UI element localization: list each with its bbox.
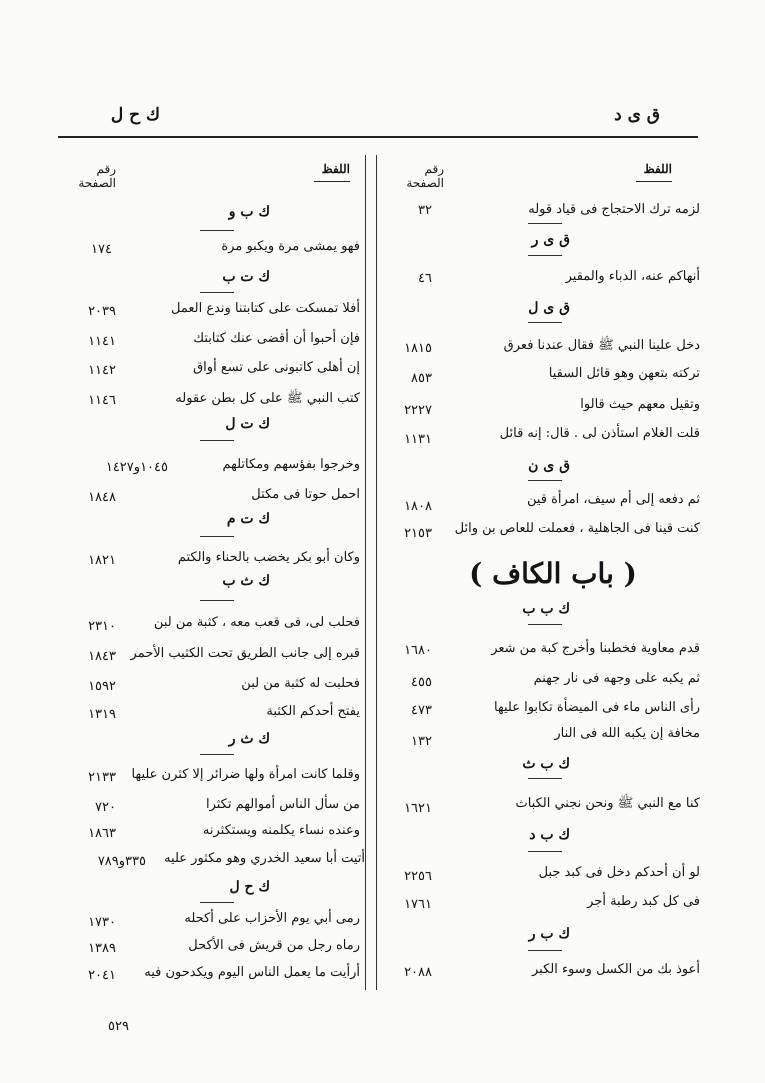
entry-text: لو أن أحدكم دخل فى كبد جبل: [538, 865, 700, 880]
entry-page: ٢٠٤١: [88, 968, 116, 983]
entry-text: ثم دفعه إلى أم سيف، امرأة قين: [526, 492, 700, 507]
separator: [200, 230, 234, 231]
root-heading: ك ت ب: [222, 269, 270, 285]
chapter-title-kaf: ( باب الكاف ): [469, 557, 637, 590]
entry-text: قلت الغلام استأذن لى . قال: إنه قائل: [499, 426, 700, 441]
entry-text: مخافة إن يكبه الله فى النار: [554, 726, 700, 741]
entry-text: قبره إلى جانب الطريق تحت الكثيب الأحمر: [130, 646, 360, 661]
entry-page: ١١٤٦: [88, 393, 116, 408]
entry-text: كنا مع النبي ﷺ ونحن نجني الكباث: [515, 796, 700, 811]
entry-text: لزمه ترك الاحتجاج فى قياد قوله: [528, 202, 700, 217]
left-word-heading: اللفظ: [321, 162, 350, 176]
entry-page: ١٣٢: [411, 734, 432, 749]
entry-text: وخرجوا بفؤسهم ومكاتلهم: [222, 457, 360, 472]
right-word-heading: اللفظ: [643, 162, 672, 176]
separator: [200, 902, 234, 903]
separator: [528, 778, 562, 779]
entry-text: أفلا تمسكت على كتابتنا وندع العمل: [171, 301, 360, 316]
entry-text: رأى الناس ماء فى الميضأة تكابوا عليها: [494, 700, 700, 715]
entry-page: ١٨٠٨: [404, 499, 432, 514]
entry-text: وعنده نساء يكلمنه ويستكثرنه: [202, 823, 360, 838]
separator: [200, 600, 234, 601]
entry-page: ١٦٨٠: [404, 643, 432, 658]
entry-text: فهو يمشى مرة ويكبو مرة: [221, 239, 360, 254]
entry-page: ١١٤١: [88, 334, 116, 349]
entry-text: فى كل كبد رطبة أجر: [587, 894, 700, 909]
entry-text: كنت قينا فى الجاهلية ، فعملت للعاص بن وائل: [454, 521, 700, 536]
column-divider: [365, 155, 366, 990]
entry-page: ١٧٦١: [404, 897, 432, 912]
entry-page: ٢١٥٣: [404, 526, 432, 541]
separator: [528, 624, 562, 625]
root-heading: ك ب ر: [528, 926, 570, 942]
root-heading: ق ى ل: [528, 300, 570, 316]
entry-page: ٤٥٥: [411, 675, 432, 690]
separator: [200, 440, 234, 441]
left-page-heading: رقم الصفحة: [78, 162, 116, 190]
separator: [528, 480, 562, 481]
entry-text: فإن أحبوا أن أقضى عنك كتابتك: [193, 331, 360, 346]
separator: [528, 322, 562, 323]
entry-text: أنهاكم عنه، الدباء والمقير: [565, 269, 700, 284]
separator: [528, 950, 562, 951]
entry-page: ٣٢: [418, 203, 432, 218]
entry-page: ٤٦: [418, 271, 432, 286]
entry-text: أعوذ بك من الكسل وسوء الكبر: [531, 962, 700, 977]
entry-text: دخل علينا النبي ﷺ فقال عندنا فعرق: [503, 338, 700, 353]
entry-page: ٢٠٨٨: [404, 965, 432, 980]
entry-page: ١٨٦٣: [88, 826, 116, 841]
entry-text: رمى أبي يوم الأحزاب على أكحله: [184, 911, 360, 926]
root-heading: ك ب ب: [522, 601, 570, 617]
entry-text: أرأيت ما يعمل الناس اليوم ويكدحون فيه: [144, 965, 360, 980]
entry-page: ٤٧٣: [411, 703, 432, 718]
entry-text: إن أهلى كاتبونى على تسع أواق: [193, 360, 360, 375]
right-page-heading: رقم الصفحة: [406, 162, 444, 190]
page-number: ٥٢٩: [108, 1019, 129, 1034]
entry-text: فحلبت له كثبة من لبن: [241, 676, 360, 691]
root-heading: ك ب ث: [522, 756, 570, 772]
entry-page: ١١٤٢: [88, 363, 116, 378]
separator: [200, 754, 234, 755]
entry-page: ٢٠٣٩: [88, 304, 116, 319]
entry-text: أتيت أبا سعيد الخدري وهو مكثور عليه: [164, 851, 365, 866]
root-heading: ك ب و: [228, 204, 270, 220]
entry-text: وتقيل معهم حيث قالوا: [580, 397, 700, 412]
entry-page: ١٧٣٠: [88, 915, 116, 930]
entry-page: ١٨٤٣: [88, 649, 116, 664]
root-heading: ك ث ر: [228, 731, 270, 747]
separator: [528, 255, 562, 256]
entry-page: ١٧٤: [91, 242, 112, 257]
entry-text: احمل حوتا فى مكتل: [251, 487, 360, 502]
separator: [200, 292, 234, 293]
separator: [528, 851, 562, 852]
root-heading: ك ت م: [226, 511, 270, 527]
entry-page: ١٨٢١: [88, 553, 116, 568]
entry-text: يفتح أحدكم الكثبة: [266, 704, 360, 719]
root-heading: ق ى ن: [528, 458, 570, 474]
entry-page: ١٠٤٥و١٤٢٧: [105, 460, 168, 475]
entry-text: قدم معاوية فخطبنا وأخرج كبة من شعر: [491, 641, 700, 656]
heading-underline: [636, 181, 672, 182]
column-divider: [376, 155, 377, 990]
heading-underline: [314, 181, 350, 182]
header-right-roots: ق ى د: [614, 105, 660, 125]
root-heading: ك ث ب: [222, 573, 270, 589]
header-left-roots: ك ح ل: [110, 105, 160, 125]
entry-text: كتب النبي ﷺ على كل بطن عقوله: [175, 391, 360, 406]
header-rule: [58, 136, 698, 138]
entry-page: ١٦٢١: [404, 801, 432, 816]
entry-page: ١٨٤٨: [88, 490, 116, 505]
entry-page: ١٥٩٢: [88, 679, 116, 694]
entry-text: ثم يكبه على وجهه فى نار جهنم: [533, 671, 700, 686]
entry-text: وقلما كانت امرأة ولها ضرائر إلا كثرن عليها: [131, 767, 360, 782]
entry-text: وكان أبو بكر يخضب بالحناء والكتم: [177, 550, 360, 565]
entry-page: ١١٣١: [404, 432, 432, 447]
entry-text: من سأل الناس أموالهم تكثرا: [205, 797, 360, 812]
entry-page: ٣٣٥و٧٨٩: [97, 854, 146, 869]
entry-page: ٢٣١٠: [88, 619, 116, 634]
root-heading: ق ى ر: [531, 232, 570, 248]
entry-page: ٢٢٢٧: [404, 403, 432, 418]
entry-page: ٧٢٠: [95, 800, 116, 815]
entry-page: ٢٢٥٦: [404, 869, 432, 884]
root-heading: ك ب د: [529, 827, 570, 843]
entry-page: ٨٥٣: [411, 371, 432, 386]
entry-page: ١٣٨٩: [88, 941, 116, 956]
entry-page: ٢١٣٣: [88, 770, 116, 785]
entry-page: ١٣١٩: [88, 707, 116, 722]
entry-text: رماه رجل من قريش فى الأكحل: [188, 938, 360, 953]
entry-page: ١٨١٥: [404, 341, 432, 356]
separator: [200, 536, 234, 537]
entry-text: تركته بتعهن وهو قائل السقيا: [548, 366, 700, 381]
entry-text: فحلب لى، فى قعب معه ، كثبة من لبن: [153, 615, 360, 630]
root-heading: ك ت ل: [225, 416, 270, 432]
separator: [528, 223, 562, 224]
root-heading: ك ح ل: [229, 879, 270, 895]
